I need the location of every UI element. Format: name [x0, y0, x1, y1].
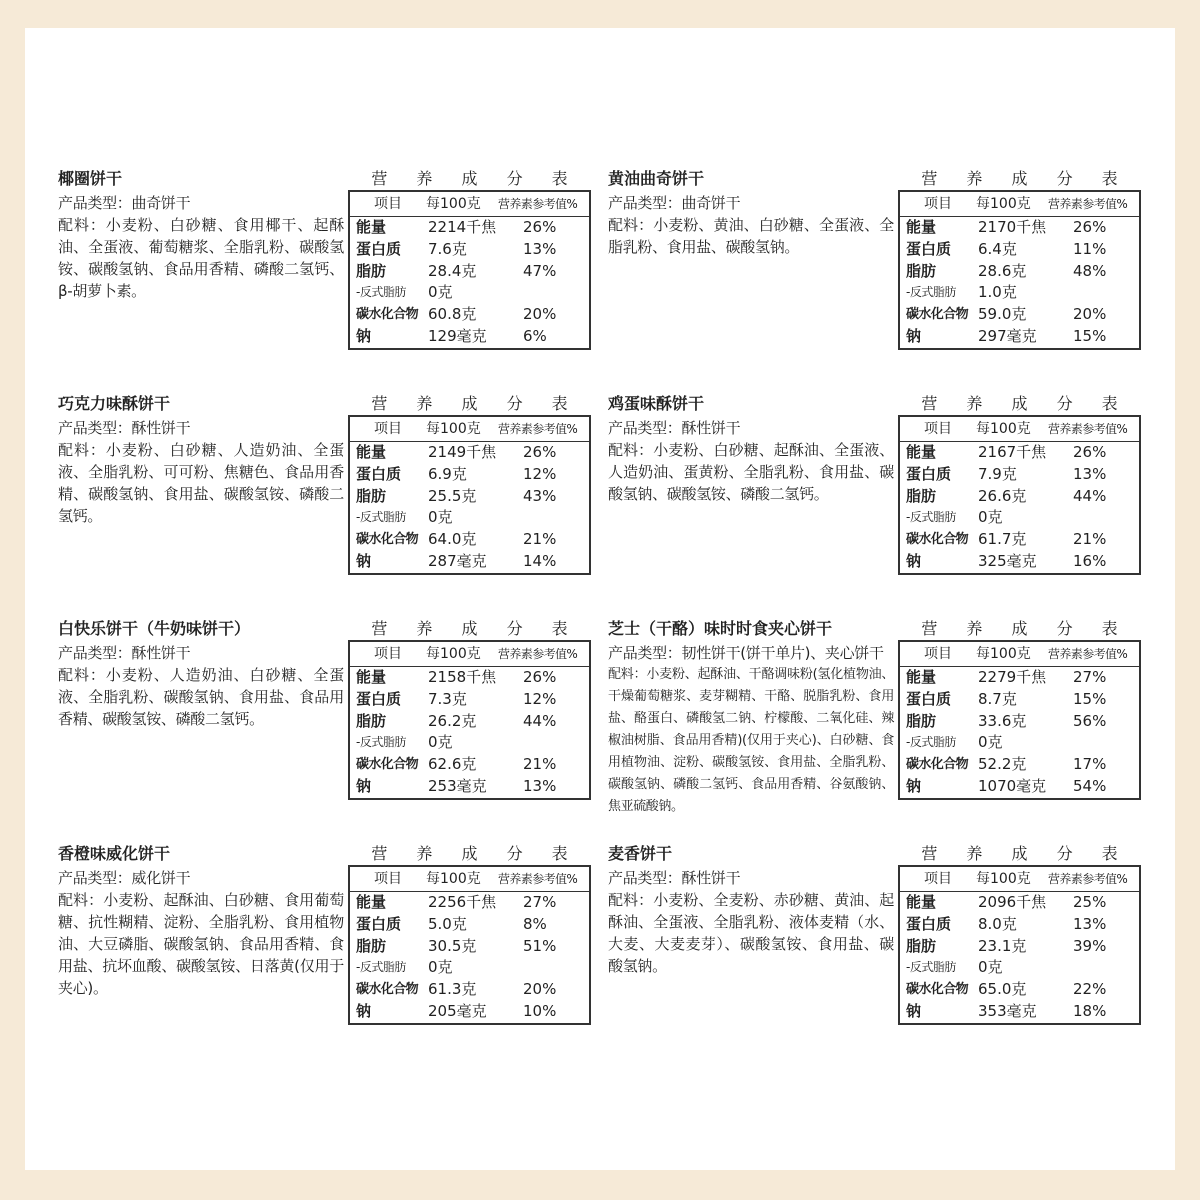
nutrient-label: 脂肪 — [356, 936, 387, 955]
nutrition-table-title: 营 养 成 分 表 — [371, 619, 580, 638]
nutrient-label: 碳水化合物 — [906, 982, 969, 998]
nutrient-value: 0克 — [428, 508, 453, 527]
product-block-8 — [608, 843, 1148, 1043]
nutrient-value: 59.0克 — [978, 305, 1027, 324]
header-item: 项目 — [924, 196, 952, 212]
nutrient-value: 25.5克 — [428, 486, 477, 505]
nutrient-value: 7.6克 — [428, 239, 467, 258]
nutrition-row — [900, 979, 1139, 1001]
nutrient-label: 蛋白质 — [356, 464, 402, 483]
nutrient-label: 能量 — [906, 893, 937, 911]
nutrition-row — [900, 732, 1139, 754]
nutrient-label: 能量 — [356, 218, 387, 236]
nutrient-nrv: 54% — [1073, 776, 1107, 795]
nutrition-rows — [350, 442, 589, 573]
nutrition-table — [348, 415, 591, 575]
nutrient-nrv: 47% — [523, 261, 557, 280]
nutrient-nrv — [1073, 957, 1133, 979]
nutrition-rows — [900, 667, 1139, 798]
nutrition-row — [350, 957, 589, 979]
product-block-5 — [58, 618, 598, 818]
nutrient-label: 钠 — [906, 326, 922, 345]
label-sheet — [25, 28, 1175, 1170]
product-info — [608, 168, 894, 258]
nutrient-label: 碳水化合物 — [356, 982, 419, 998]
nutrient-label: 脂肪 — [906, 936, 937, 955]
nutrition-row — [350, 667, 589, 689]
nutrition-table-header — [350, 192, 589, 217]
header-nrv: 营养素参考值% — [1048, 647, 1128, 661]
nutrient-label: 碳水化合物 — [356, 307, 419, 323]
product-type: 产品类型：酥性饼干 — [58, 644, 191, 662]
nutrition-row — [350, 892, 589, 914]
nutrient-label: 钠 — [356, 776, 372, 795]
nutrient-value: 0克 — [978, 508, 1003, 527]
product-type: 产品类型：曲奇饼干 — [58, 194, 191, 212]
nutrient-label: 脂肪 — [906, 711, 937, 730]
nutrient-nrv: 26% — [1073, 218, 1107, 236]
product-info — [58, 393, 344, 527]
nutrition-row — [350, 217, 589, 239]
nutrient-label: 蛋白质 — [906, 914, 952, 933]
product-type: 产品类型：酥性饼干 — [58, 419, 191, 437]
nutrient-nrv: 51% — [523, 936, 557, 955]
nutrient-nrv: 8% — [523, 914, 547, 933]
nutrient-nrv: 15% — [1073, 326, 1107, 345]
nutrient-label: 钠 — [356, 551, 372, 570]
nutrient-nrv: 16% — [1073, 551, 1107, 570]
product-info — [608, 618, 894, 818]
nutrition-row — [900, 239, 1139, 261]
nutrient-nrv: 13% — [1073, 464, 1107, 483]
nutrient-label: 能量 — [906, 218, 937, 236]
product-block-2 — [608, 168, 1148, 368]
nutrient-value: 2158千焦 — [428, 668, 497, 686]
nutrient-value: 6.9克 — [428, 464, 467, 483]
nutrient-value: 8.7克 — [978, 689, 1017, 708]
header-per100: 每100克 — [426, 871, 481, 887]
nutrient-value: 325毫克 — [978, 551, 1037, 570]
nutrient-nrv: 13% — [523, 776, 557, 795]
nutrient-label: 能量 — [906, 443, 937, 461]
header-item: 项目 — [374, 421, 402, 437]
nutrition-row — [900, 486, 1139, 508]
nutrient-nrv: 12% — [523, 689, 557, 708]
nutrition-row — [900, 529, 1139, 551]
nutrient-label: 蛋白质 — [906, 239, 952, 258]
nutrition-row — [900, 551, 1139, 573]
nutrient-nrv: 18% — [1073, 1001, 1107, 1020]
nutrition-table — [348, 190, 591, 350]
header-per100: 每100克 — [976, 421, 1031, 437]
product-type: 产品类型：酥性饼干 — [608, 419, 741, 437]
nutrition-row — [900, 711, 1139, 733]
nutrient-label: 蛋白质 — [906, 464, 952, 483]
nutrient-value: 26.2克 — [428, 711, 477, 730]
product-ingredients: 配料：小麦粉、白砂糖、食用椰干、起酥油、全蛋液、葡萄糖浆、全脂乳粉、碳酸氢铵、碳酸氢钠、食品用香精、磷酸二氢钙、β-胡萝卜素。 — [58, 216, 344, 300]
nutrient-value: 2256千焦 — [428, 893, 497, 911]
header-item: 项目 — [374, 871, 402, 887]
nutrient-value: 6.4克 — [978, 239, 1017, 258]
product-name: 麦香饼干 — [608, 844, 673, 863]
header-per100: 每100克 — [426, 421, 481, 437]
nutrition-table-title: 营 养 成 分 表 — [371, 394, 580, 413]
nutrient-nrv — [523, 282, 583, 304]
nutrition-table-header — [350, 867, 589, 892]
nutrient-nrv: 15% — [1073, 689, 1107, 708]
nutrition-row — [350, 754, 589, 776]
nutrient-nrv: 13% — [1073, 914, 1107, 933]
nutrient-value: 353毫克 — [978, 1001, 1037, 1020]
nutrition-table-title: 营 养 成 分 表 — [921, 844, 1130, 863]
header-per100: 每100克 — [426, 196, 481, 212]
product-name: 黄油曲奇饼干 — [608, 169, 705, 188]
nutrient-nrv: 56% — [1073, 711, 1107, 730]
nutrient-nrv: 21% — [1073, 530, 1107, 549]
nutrition-row — [350, 282, 589, 304]
nutrition-row — [350, 326, 589, 348]
product-info — [608, 393, 894, 505]
nutrition-facts — [898, 843, 1141, 1025]
nutrient-nrv: 44% — [1073, 486, 1107, 505]
nutrient-nrv: 21% — [523, 530, 557, 549]
product-info — [58, 843, 344, 999]
nutrient-value: 64.0克 — [428, 530, 477, 549]
nutrition-table-header — [350, 417, 589, 442]
nutrition-table — [348, 865, 591, 1025]
header-per100: 每100克 — [976, 646, 1031, 662]
product-ingredients: 配料：小麦粉、黄油、白砂糖、全蛋液、全脂乳粉、食用盐、碳酸氢钠。 — [608, 216, 894, 256]
nutrient-nrv — [523, 507, 583, 529]
product-block-4 — [608, 393, 1148, 593]
product-info — [58, 618, 344, 730]
nutrition-row — [350, 689, 589, 711]
nutrient-label: 蛋白质 — [356, 689, 402, 708]
nutrient-value: 65.0克 — [978, 980, 1027, 999]
nutrient-value: 1070毫克 — [978, 776, 1047, 795]
nutrient-nrv: 44% — [523, 711, 557, 730]
nutrient-value: 62.6克 — [428, 755, 477, 774]
nutrient-value: 7.9克 — [978, 464, 1017, 483]
nutrition-table-title: 营 养 成 分 表 — [371, 844, 580, 863]
product-type: 产品类型：韧性饼干(饼干单片)、夹心饼干 — [608, 644, 884, 662]
nutrition-row — [900, 1001, 1139, 1023]
nutrition-row — [900, 667, 1139, 689]
nutrition-row — [350, 914, 589, 936]
nutrition-row — [350, 776, 589, 798]
header-item: 项目 — [924, 421, 952, 437]
nutrition-rows — [900, 442, 1139, 573]
nutrient-label: 能量 — [356, 893, 387, 911]
nutrient-label: 碳水化合物 — [356, 757, 419, 773]
nutrient-nrv: 13% — [523, 239, 557, 258]
nutrition-table — [898, 190, 1141, 350]
nutrition-row — [900, 282, 1139, 304]
nutrient-value: 2170千焦 — [978, 218, 1047, 236]
nutrient-label: 能量 — [906, 668, 937, 686]
nutrient-label: -反式脂肪 — [356, 510, 406, 525]
nutrition-rows — [350, 217, 589, 348]
nutrient-value: 60.8克 — [428, 305, 477, 324]
nutrient-value: 2279千焦 — [978, 668, 1047, 686]
nutrient-value: 2214千焦 — [428, 218, 497, 236]
nutrition-table — [898, 415, 1141, 575]
nutrient-nrv: 27% — [523, 893, 557, 911]
product-ingredients: 配料：小麦粉、人造奶油、白砂糖、全蛋液、全脂乳粉、碳酸氢钠、食用盐、食品用香精、碳酸氢铵、磷酸二氢钙。 — [58, 666, 344, 728]
nutrition-table-header — [350, 642, 589, 667]
nutrition-rows — [350, 667, 589, 798]
nutrition-facts — [348, 618, 591, 800]
nutrition-table-header — [900, 867, 1139, 892]
nutrition-row — [350, 507, 589, 529]
nutrient-value: 30.5克 — [428, 936, 477, 955]
nutrition-table-title: 营 养 成 分 表 — [921, 394, 1130, 413]
nutrient-nrv: 48% — [1073, 261, 1107, 280]
nutrition-row — [900, 507, 1139, 529]
nutrient-nrv: 22% — [1073, 980, 1107, 999]
nutrition-row — [350, 1001, 589, 1023]
product-ingredients: 配料：小麦粉、起酥油、白砂糖、食用葡萄糖、抗性糊精、淀粉、全脂乳粉、食用植物油、大豆磷脂、碳酸氢钠、食品用香精、食用盐、抗坏血酸、碳酸氢铵、日落黄(仅用于夹心)。 — [58, 891, 344, 997]
nutrient-value: 61.7克 — [978, 530, 1027, 549]
product-ingredients: 配料：小麦粉、白砂糖、起酥油、全蛋液、人造奶油、蛋黄粉、全脂乳粉、食用盐、碳酸氢钠、碳酸氢铵、磷酸二氢钙。 — [608, 441, 894, 503]
nutrition-row — [900, 936, 1139, 958]
nutrient-nrv: 26% — [523, 218, 557, 236]
nutrient-nrv: 26% — [523, 443, 557, 461]
nutrition-row — [900, 957, 1139, 979]
nutrition-row — [350, 732, 589, 754]
nutrient-nrv — [523, 957, 583, 979]
nutrient-nrv: 20% — [523, 305, 557, 324]
nutrition-row — [900, 217, 1139, 239]
nutrition-facts — [898, 393, 1141, 575]
nutrition-facts — [348, 843, 591, 1025]
nutrition-row — [350, 529, 589, 551]
nutrient-value: 205毫克 — [428, 1001, 487, 1020]
nutrition-facts — [898, 618, 1141, 800]
nutrient-label: -反式脂肪 — [906, 285, 956, 300]
nutrition-row — [350, 304, 589, 326]
nutrition-row — [350, 936, 589, 958]
product-ingredients: 配料：小麦粉、白砂糖、人造奶油、全蛋液、全脂乳粉、可可粉、焦糖色、食品用香精、碳酸氢钠、食用盐、碳酸氢铵、磷酸二氢钙。 — [58, 441, 344, 525]
nutrient-nrv: 17% — [1073, 755, 1107, 774]
nutrient-value: 26.6克 — [978, 486, 1027, 505]
nutrition-facts — [898, 168, 1141, 350]
product-block-1 — [58, 168, 598, 368]
nutrient-label: 钠 — [356, 1001, 372, 1020]
product-name: 香橙味威化饼干 — [58, 844, 171, 863]
header-item: 项目 — [924, 646, 952, 662]
nutrient-value: 0克 — [428, 958, 453, 977]
nutrient-value: 2149千焦 — [428, 443, 497, 461]
nutrient-label: -反式脂肪 — [906, 510, 956, 525]
nutrient-nrv: 27% — [1073, 668, 1107, 686]
nutrient-label: 钠 — [906, 1001, 922, 1020]
header-nrv: 营养素参考值% — [1048, 422, 1128, 436]
nutrient-value: 2167千焦 — [978, 443, 1047, 461]
nutrition-row — [900, 464, 1139, 486]
nutrient-label: -反式脂肪 — [356, 285, 406, 300]
nutrition-row — [900, 442, 1139, 464]
header-nrv: 营养素参考值% — [1048, 197, 1128, 211]
product-info — [58, 168, 344, 302]
nutrient-value: 0克 — [428, 283, 453, 302]
nutrient-label: 碳水化合物 — [906, 757, 969, 773]
nutrient-nrv: 26% — [1073, 443, 1107, 461]
product-name: 巧克力味酥饼干 — [58, 394, 171, 413]
nutrient-label: 钠 — [906, 551, 922, 570]
nutrient-label: 脂肪 — [356, 711, 387, 730]
nutrient-label: 碳水化合物 — [906, 307, 969, 323]
product-ingredients: 配料：小麦粉、起酥油、干酪调味粉(氢化植物油、干燥葡萄糖浆、麦芽糊精、干酪、脱脂乳粉、食用盐、酪蛋白、磷酸氢二钠、柠檬酸、二氧化硅、辣椒油树脂、食品用香精)(仅用于夹心)、白砂糖、食用植物油、淀粉、碳酸氢铵、食用盐、全脂乳粉、碳酸氢钠、磷酸二氢钙、食品用香精、谷氨酸钠、焦亚硫酸钠。 — [608, 667, 894, 814]
nutrient-value: 23.1克 — [978, 936, 1027, 955]
nutrient-value: 52.2克 — [978, 755, 1027, 774]
nutrition-rows — [900, 892, 1139, 1023]
nutrient-label: 脂肪 — [356, 486, 387, 505]
nutrient-nrv: 43% — [523, 486, 557, 505]
nutrition-table-header — [900, 417, 1139, 442]
nutrient-nrv: 11% — [1073, 239, 1107, 258]
nutrition-row — [350, 442, 589, 464]
product-type: 产品类型：曲奇饼干 — [608, 194, 741, 212]
nutrition-row — [350, 979, 589, 1001]
nutrition-row — [900, 689, 1139, 711]
nutrient-nrv: 39% — [1073, 936, 1107, 955]
nutrient-label: 钠 — [356, 326, 372, 345]
nutrition-rows — [350, 892, 589, 1023]
header-nrv: 营养素参考值% — [1048, 872, 1128, 886]
product-info — [608, 843, 894, 977]
nutrient-label: -反式脂肪 — [906, 735, 956, 750]
header-item: 项目 — [924, 871, 952, 887]
nutrition-table — [898, 865, 1141, 1025]
nutrition-rows — [900, 217, 1139, 348]
nutrition-row — [350, 239, 589, 261]
nutrient-nrv — [1073, 282, 1133, 304]
nutrient-value: 61.3克 — [428, 980, 477, 999]
nutrient-value: 33.6克 — [978, 711, 1027, 730]
nutrition-table-title: 营 养 成 分 表 — [371, 169, 580, 188]
nutrient-nrv: 21% — [523, 755, 557, 774]
nutrition-row — [350, 711, 589, 733]
nutrient-label: 碳水化合物 — [356, 532, 419, 548]
header-item: 项目 — [374, 646, 402, 662]
nutrient-nrv: 14% — [523, 551, 557, 570]
nutrition-row — [900, 261, 1139, 283]
nutrition-row — [350, 261, 589, 283]
nutrient-label: 蛋白质 — [906, 689, 952, 708]
nutrient-nrv: 25% — [1073, 893, 1107, 911]
header-item: 项目 — [374, 196, 402, 212]
nutrition-table-header — [900, 192, 1139, 217]
nutrient-nrv: 12% — [523, 464, 557, 483]
nutrient-label: -反式脂肪 — [356, 735, 406, 750]
nutrient-label: 脂肪 — [906, 261, 937, 280]
nutrient-nrv: 20% — [523, 980, 557, 999]
header-per100: 每100克 — [976, 196, 1031, 212]
product-name: 芝士（干酪）味时时食夹心饼干 — [608, 619, 833, 638]
product-name: 椰圈饼干 — [58, 169, 123, 188]
nutrient-value: 1.0克 — [978, 283, 1017, 302]
nutrition-row — [900, 326, 1139, 348]
nutrition-table-title: 营 养 成 分 表 — [921, 169, 1130, 188]
nutrient-nrv: 6% — [523, 326, 547, 345]
nutrient-value: 0克 — [428, 733, 453, 752]
nutrient-label: 钠 — [906, 776, 922, 795]
header-nrv: 营养素参考值% — [498, 647, 578, 661]
nutrition-row — [900, 892, 1139, 914]
nutrient-value: 5.0克 — [428, 914, 467, 933]
nutrient-value: 253毫克 — [428, 776, 487, 795]
product-type: 产品类型：威化饼干 — [58, 869, 191, 887]
nutrient-value: 7.3克 — [428, 689, 467, 708]
nutrient-label: 能量 — [356, 668, 387, 686]
product-name: 鸡蛋味酥饼干 — [608, 394, 705, 413]
nutrient-value: 287毫克 — [428, 551, 487, 570]
nutrient-label: -反式脂肪 — [906, 960, 956, 975]
nutrient-nrv: 26% — [523, 668, 557, 686]
nutrient-value: 2096千焦 — [978, 893, 1047, 911]
product-block-7 — [58, 843, 598, 1043]
header-per100: 每100克 — [426, 646, 481, 662]
nutrition-table — [898, 640, 1141, 800]
product-block-3 — [58, 393, 598, 593]
nutrient-label: 碳水化合物 — [906, 532, 969, 548]
nutrition-facts — [348, 393, 591, 575]
product-ingredients: 配料：小麦粉、全麦粉、赤砂糖、黄油、起酥油、全蛋液、全脂乳粉、液体麦精（水、大麦、大麦麦芽）、碳酸氢铵、食用盐、碳酸氢钠。 — [608, 891, 894, 975]
header-nrv: 营养素参考值% — [498, 422, 578, 436]
nutrition-table — [348, 640, 591, 800]
nutrient-value: 297毫克 — [978, 326, 1037, 345]
header-per100: 每100克 — [976, 871, 1031, 887]
nutrient-nrv: 20% — [1073, 305, 1107, 324]
product-name: 白快乐饼干（牛奶味饼干） — [58, 619, 251, 638]
nutrition-row — [350, 464, 589, 486]
nutrition-table-header — [900, 642, 1139, 667]
nutrition-row — [350, 486, 589, 508]
nutrition-row — [900, 304, 1139, 326]
nutrient-nrv — [523, 732, 583, 754]
nutrient-label: 能量 — [356, 443, 387, 461]
nutrient-value: 8.0克 — [978, 914, 1017, 933]
header-nrv: 营养素参考值% — [498, 872, 578, 886]
nutrient-nrv — [1073, 507, 1133, 529]
nutrition-row — [900, 754, 1139, 776]
product-type: 产品类型：酥性饼干 — [608, 869, 741, 887]
product-block-6 — [608, 618, 1148, 818]
nutrient-value: 0克 — [978, 733, 1003, 752]
nutrient-label: -反式脂肪 — [356, 960, 406, 975]
header-nrv: 营养素参考值% — [498, 197, 578, 211]
nutrient-nrv: 10% — [523, 1001, 557, 1020]
nutrient-value: 0克 — [978, 958, 1003, 977]
nutrient-nrv — [1073, 732, 1133, 754]
nutrition-facts — [348, 168, 591, 350]
nutrition-table-title: 营 养 成 分 表 — [921, 619, 1130, 638]
nutrient-value: 129毫克 — [428, 326, 487, 345]
nutrient-label: 脂肪 — [356, 261, 387, 280]
nutrition-row — [350, 551, 589, 573]
nutrient-label: 脂肪 — [906, 486, 937, 505]
nutrient-label: 蛋白质 — [356, 914, 402, 933]
nutrient-value: 28.4克 — [428, 261, 477, 280]
nutrient-value: 28.6克 — [978, 261, 1027, 280]
nutrient-label: 蛋白质 — [356, 239, 402, 258]
nutrition-row — [900, 776, 1139, 798]
nutrition-row — [900, 914, 1139, 936]
